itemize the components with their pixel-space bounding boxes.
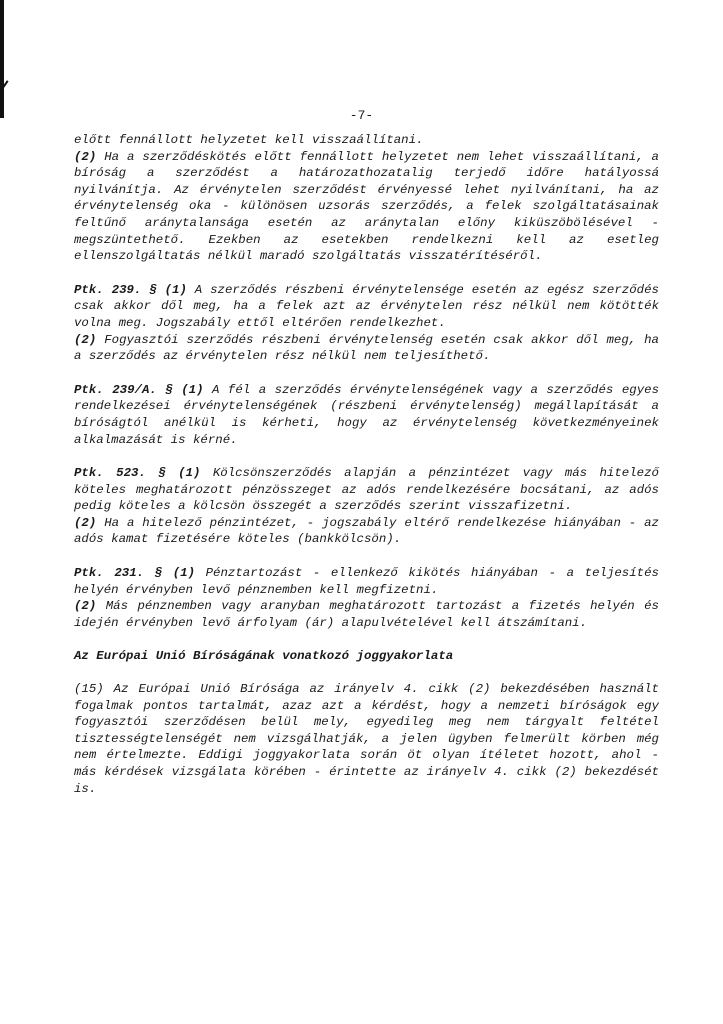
text-line: Ptk. 231. § (1) Pénztartozást - ellenkező kikötés hiányában - a teljesítés helyén érvényben levő pénznemben kell megfizetni. <box>74 566 659 597</box>
text-line: (2) Fogyasztói szerződés részbeni érvénytelenség esetén csak akkor dől meg, ha a szerződés az érvénytelen rész nélkül nem teljesíthető. <box>74 332 659 364</box>
paragraph-restoration <box>74 132 659 265</box>
page-number: -7- <box>349 108 374 123</box>
scan-edge-mark <box>0 0 4 118</box>
paragraph-ptk-231 <box>74 565 659 631</box>
section-heading: Az Európai Unió Bíróságának vonatkozó joggyakorlata <box>74 649 454 664</box>
paragraph-ptk-523 <box>74 465 659 548</box>
text-line: Ptk. 239. § (1) A szerződés részbeni érvénytelensége esetén az egész szerződés csak akkor dől meg, ha a felek azt az érvénytelen rész nélkül nem kötötték volna meg. Jogszabály ettől eltérően rendelkezhet. <box>74 282 659 330</box>
text-line: Ptk. 523. § (1) Kölcsönszerződés alapján a pénzintézet vagy más hitelező köteles meghatározott pénzösszeget az adós rendelkezésére bocsátani, az adós pedig köteles a kölcsön összegét a szerződés szerint visszafizetni. <box>74 466 659 514</box>
text-line: Ptk. 239/A. § (1) A fél a szerződés érvénytelenségének vagy a szerződés egyes rendelkezései érvénytelenségének (részbeni érvénytelenség) megállapítását a bíróságtól anélkül is kérheti, hogy az érvénytelenség következményeinek alkalmazását is kérné. <box>74 382 660 447</box>
text-line: (2) Más pénznemben vagy aranyban meghatározott tartozást a fizetés helyén és idején érvényben levő árfolyam (ár) alapulvételével kell átszámítani. <box>74 599 659 630</box>
text-line: előtt fennállott helyzetet kell visszaállítani. <box>74 133 424 147</box>
text-line: (2) Ha a szerződéskötés előtt fennállott helyzetet nem lehet visszaállítani, a bíróság a szerződést a határozathozatalig terjedő időre hatályossá nyilvánítja. Az érvénytelen szerződést érvényessé lehet nyilvánítani, ha az érvénytelenség oka - különösen uzsorás szerződés, a felek szolgáltatásainak feltűnő aránytalansága esetén az aránytalan előny kiküszöbölésével - megszüntethető. Ezekben az esetekben rendelkezni kell az esetleg ellenszolgáltatás nélkül maradó szolgáltatás visszatérítéséről. <box>74 149 659 264</box>
text-line: (2) Ha a hitelező pénzintézet, - jogszabály eltérő rendelkezése hiányában - az adós kamat fizetésére köteles (bankkölcsön). <box>74 515 659 547</box>
document-body <box>74 132 659 814</box>
paragraph-15 <box>74 681 659 797</box>
paragraph-ptk-239a <box>74 382 659 448</box>
text-line: (15) Az Európai Unió Bírósága az irányelv 4. cikk (2) bekezdésében használt fogalmak pontos tartalmát, azaz azt a kérdést, hogy a nemzeti bíróságok egy fogyasztói szerződésen belül mely, egyedileg meg nem tárgyalt feltétel tisztességtelenségét nem vizsgálhatják, a jelen ügyben felmerült körben még nem értelmezte. Eddigi joggyakorlata során öt olyan ítéletet hozott, ahol - más kérdések vizsgálata körében - érintette az irányelv 4. cikk (2) bekezdését is. <box>74 682 659 796</box>
paragraph-ptk-239 <box>74 282 659 365</box>
